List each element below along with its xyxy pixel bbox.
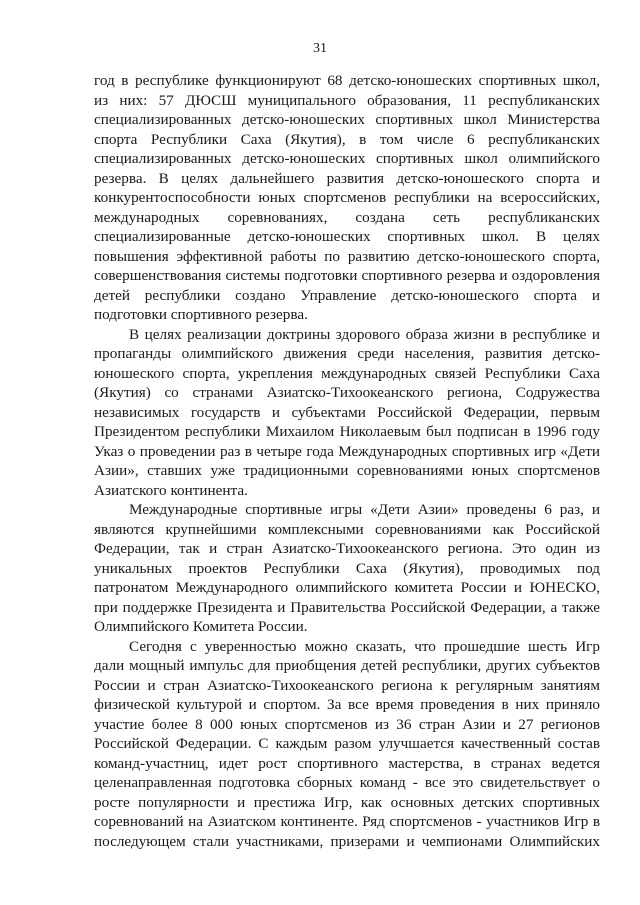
text-line: повышения эффективной работы по развитию детско-юношеского спорта, (94, 247, 600, 265)
text-line: дали мощный импульс для приобщения детей республики, других субъектов (94, 657, 600, 674)
text-line: юношеского спорта, укрепления международных связей Республики Саха (94, 364, 600, 382)
text-line: специализированные детско-юношеских спортивных школ. В целях (94, 228, 600, 245)
text-line: уникальных проектов Республики Саха (Якутия), проводимых под (94, 559, 600, 577)
text-line: Федерации, так и стран Азиатско-Тихоокеанского региона. Это один из (94, 540, 600, 557)
text-line: Олимпийского Комитета России. (94, 618, 308, 635)
text-line: Азиатского континента. (94, 481, 248, 499)
text-line: являются крупнейшими комплексными соревнованиями как Российской (94, 520, 600, 538)
paragraph (94, 637, 600, 852)
text-line: Российской Федерации. С каждым разом улучшается качественный состав (94, 735, 600, 752)
text-line: независимых государств и субъектами Российской Федерации, первым (94, 403, 600, 421)
text-line: подготовки спортивного резерва. (94, 306, 308, 323)
paragraph (94, 71, 600, 325)
body-text (94, 71, 600, 851)
text-line: Азии», ставших уже традиционными соревнованиями юных спортсменов (94, 462, 600, 479)
text-line: при поддержке Президента и Правительства Российской Федерации, а также (94, 598, 600, 616)
text-line: Международные спортивные игры «Дети Азии» проведены 6 раз, и (129, 501, 600, 518)
text-line: росте популярности и престижа Игр, как основных детских спортивных (94, 793, 600, 811)
text-line: год в республике функционируют 68 детско-юношеских спортивных школ, (94, 72, 600, 89)
text-line: резерва. В целях дальнейшего развития детско-юношеского спорта и (94, 169, 600, 187)
text-line: пропаганды олимпийского движения среди населения, развития детско- (94, 345, 600, 362)
text-line: России и стран Азиатско-Тихоокеанского региона к регулярным занятиям (94, 676, 600, 694)
text-line: последующем стали участниками, призерами и чемпионами Олимпийских (94, 832, 600, 850)
text-line: физической культурой и спортом. За все время проведения в них приняло (94, 696, 600, 713)
text-line: Президентом республики Михаилом Николаевым был подписан в 1996 году (94, 423, 600, 440)
text-line: из них: 57 ДЮСШ муниципального образования, 11 республиканских (94, 91, 600, 109)
text-line: международных соревнованиях, создана сеть республиканских (94, 208, 600, 226)
text-line: В целях реализации доктрины здорового образа жизни в республике и (129, 325, 600, 343)
text-line: соревнований на Азиатском континенте. Ряд спортсменов - участников Игр в (94, 813, 600, 830)
text-line: участие более 8 000 юных спортсменов из 36 стран Азии и 27 регионов (94, 715, 600, 733)
text-line: целенаправленная подготовка сборных команд - все это свидетельствует о (94, 774, 600, 791)
text-line: совершенствования системы подготовки спортивного резерва и оздоровления (94, 267, 600, 284)
paragraph (94, 500, 600, 637)
text-line: специализированных детско-юношеских спортивных школ олимпийского (94, 150, 600, 167)
text-line: конкурентоспособности юных спортсменов республики на всероссийских, (94, 189, 600, 206)
text-line: (Якутия) со странами Азиатско-Тихоокеанского региона, Содружества (94, 384, 600, 401)
text-line: Указ о проведении раз в четыре года Международных спортивных игр «Дети (94, 442, 600, 460)
text-line: специализированных детско-юношеских спортивных школ Министерства (94, 111, 600, 128)
text-line: Сегодня с уверенностью можно сказать, что прошедшие шесть Игр (129, 637, 600, 655)
paragraph (94, 325, 600, 501)
text-line: патронатом Международного олимпийского комитета России и ЮНЕСКО, (94, 579, 600, 596)
page-number: 31 (313, 41, 327, 56)
text-line: спорта Республики Саха (Якутия), в том числе 6 республиканских (94, 130, 600, 148)
text-line: команд-участниц, идет рост спортивного мастерства, в странах ведется (94, 754, 600, 772)
text-line: детей республики создано Управление детско-юношеского спорта и (94, 286, 600, 304)
